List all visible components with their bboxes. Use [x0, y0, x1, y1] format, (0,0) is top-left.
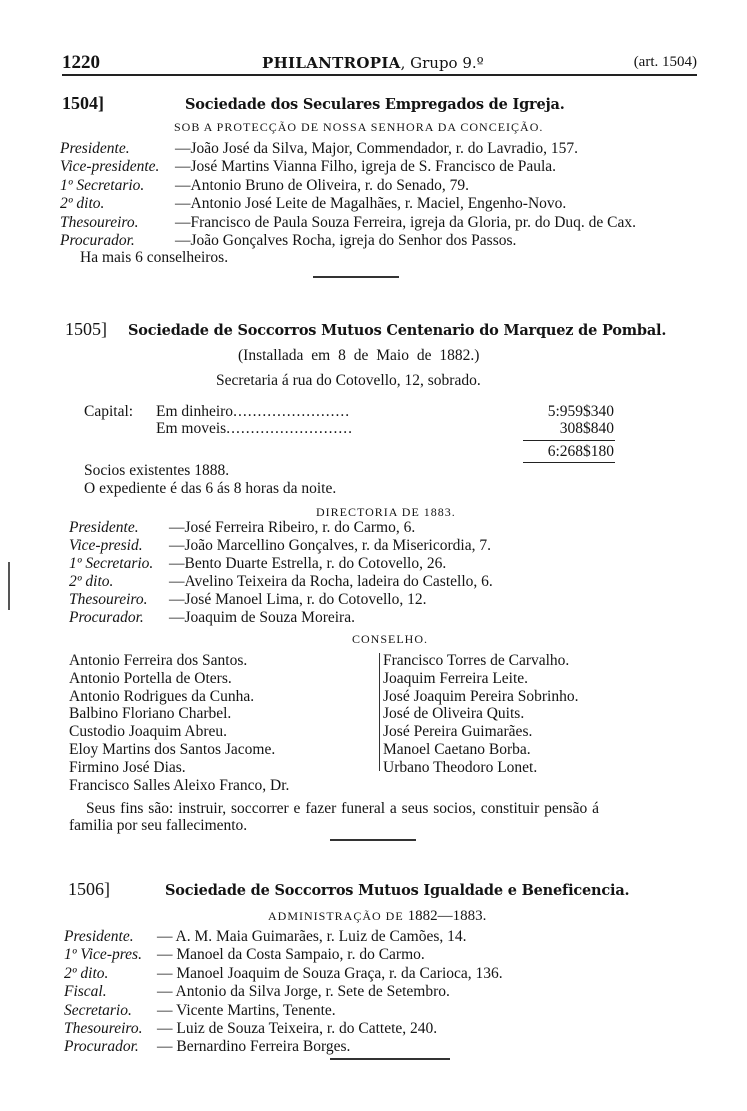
capital-row-cash-amount: 5:959$340: [547, 403, 614, 420]
admin-heading-years: 1882—1883.: [407, 908, 487, 924]
council-member-right: Urbano Theodoro Lonet.: [383, 758, 538, 776]
section-1506-officer-text: — A. M. Maia Guimarães, r. Luiz de Camões, 14.: [157, 928, 467, 945]
section-1506-officer-role: Fiscal.: [64, 983, 107, 1001]
council-member-left: Antonio Rodrigues da Cunha.: [69, 687, 255, 705]
section-1506-officer-role: 1º Vice-pres.: [64, 946, 142, 964]
section-1504-title: Sociedade dos Seculares Empregados de Igreja.: [185, 96, 565, 113]
section-1505-officer-row: [69, 537, 491, 555]
council-divider: [379, 653, 380, 771]
separator-1504: [313, 276, 399, 278]
section-1505-officer-role: Procurador.: [69, 609, 144, 626]
section-1506-officer-role: Presidente.: [64, 928, 134, 945]
section-1505-officer-row: [69, 573, 493, 591]
section-1505-members: Socios existentes 1888.: [84, 462, 230, 479]
section-1505-officer-text: —José Manoel Lima, r. do Cotovello, 12.: [169, 591, 427, 608]
section-1504-officer-row: [60, 195, 567, 213]
capital-row-furniture: [156, 420, 353, 438]
section-1504-officer-text: —Francisco de Paula Souza Ferreira, igreja da Gloria, pr. do Duq. de Cax.: [175, 213, 636, 231]
section-1504-note: Ha mais 6 conselheiros.: [80, 249, 229, 266]
section-1505-officer-role: Presidente.: [69, 519, 139, 536]
section-1505-officer-text: —José Ferreira Ribeiro, r. do Carmo, 6.: [169, 519, 416, 536]
capital-total-rule: [523, 462, 615, 463]
capital-row-furniture-amount: 308$840: [559, 420, 614, 437]
section-1504-officer-row: [60, 176, 470, 195]
section-1504-officer-text: —João Gonçalves Rocha, igreja do Senhor dos Passos.: [175, 232, 517, 249]
section-1506-officer-row: [64, 964, 503, 983]
council-member-right: Manoel Caetano Borba.: [383, 740, 531, 758]
running-title: [262, 54, 484, 72]
council-member-right: José Joaquim Pereira Sobrinho.: [383, 687, 579, 705]
section-1506-officer-text: — Bernardino Ferreira Borges.: [157, 1038, 351, 1056]
section-1505-officer-row: [69, 555, 447, 573]
council-member-right: Francisco Torres de Carvalho.: [383, 652, 570, 669]
council-member-left: Firmino José Dias.: [69, 758, 186, 776]
council-member-left: Antonio Ferreira dos Santos.: [69, 652, 248, 669]
section-1504-officer-row: [60, 158, 557, 176]
section-1506-officer-role: Secretario.: [64, 1001, 132, 1019]
section-1506-officer-text: — Vicente Martins, Tenente.: [157, 1001, 336, 1019]
council-member-right: Joaquim Ferreira Leite.: [383, 669, 529, 687]
section-1506-officer-row: [64, 1020, 438, 1038]
section-1506-number: 1506]: [68, 879, 110, 899]
section-1505-installed: (Installada em 8 de Maio de 1882.): [238, 347, 480, 364]
article-reference: (art. 1504): [633, 54, 697, 70]
council-member-right: José de Oliveira Quits.: [383, 705, 525, 723]
section-1505-title: Sociedade de Soccorros Mutuos Centenario do Marquez de Pombal.: [128, 322, 667, 339]
header-rule: [62, 74, 697, 76]
admin-heading: [268, 908, 486, 925]
section-1506-officer-row: [64, 928, 467, 946]
section-1505-officer-text: —Avelino Teixeira da Rocha, ladeira do Castello, 6.: [169, 573, 493, 590]
section-1504-officer-row: [60, 140, 578, 158]
section-1504-officer-role: Vice-presidente.: [60, 158, 160, 176]
section-1504-officer-row: [60, 232, 517, 250]
council-member-left: Eloy Martins dos Santos Jacome.: [69, 740, 276, 758]
capital-total: 6:268$180: [547, 443, 614, 460]
section-1505-officer-text: —Bento Duarte Estrella, r. do Cotovello, 26.: [169, 555, 447, 572]
council-left-column: [69, 652, 289, 794]
section-1506-officer-row: [64, 946, 425, 964]
page-number: 1220: [62, 52, 100, 73]
section-1505-officer-row: [69, 591, 427, 609]
capital-row-cash-label: Em dinheiro: [156, 403, 234, 420]
section-1504-officer-row: [60, 213, 636, 232]
running-title-group: , Grupo 9.º: [400, 54, 484, 72]
section-1506-officer-text: — Manoel Joaquim de Souza Graça, r. da Carioca, 136.: [157, 964, 503, 982]
section-1504-officer-text: —Antonio Bruno de Oliveira, r. do Senado, 79.: [175, 176, 470, 194]
council-member-left: Balbino Floriano Charbel.: [69, 705, 232, 723]
section-1505-officer-role: Vice-presid.: [69, 537, 143, 554]
section-1506-officer-text: — Manoel da Costa Sampaio, r. do Carmo.: [157, 946, 425, 964]
section-1505-hours: O expediente é das 6 ás 8 horas da noite.: [84, 480, 337, 497]
section-1505-aims-line-1: Seus fins são: instruir, soccorrer e fazer funeral a seus socios, constituir pensão á: [86, 800, 599, 817]
section-1504-officer-text: —João José da Silva, Major, Commendador, r. do Lavradio, 157.: [175, 140, 578, 157]
section-1504-officer-role: 2º dito.: [60, 195, 105, 213]
section-1506-officer-role: Procurador.: [64, 1038, 139, 1056]
section-1505-officer-text: —João Marcellino Gonçalves, r. da Misericordia, 7.: [169, 537, 491, 554]
separator-1506: [330, 1058, 450, 1060]
section-1504-officer-text: —Antonio José Leite de Magalhães, r. Maciel, Engenho-Novo.: [175, 195, 567, 213]
section-1504-officer-role: 1º Secretario.: [60, 176, 145, 194]
capital-label: Capital:: [84, 403, 134, 420]
capital-row-cash-dots: ........................: [233, 403, 351, 420]
section-1506-officer-text: — Antonio da Silva Jorge, r. Sete de Setembro.: [157, 983, 450, 1001]
council-member-left: Antonio Portella de Oters.: [69, 669, 232, 687]
separator-1505: [330, 839, 416, 841]
section-1504-officer-role: Presidente.: [60, 140, 130, 157]
section-1505-office: Secretaria á rua do Cotovello, 12, sobrado.: [216, 372, 481, 389]
section-1504-officer-role: Procurador.: [60, 232, 135, 249]
council-member-right: José Pereira Guimarães.: [383, 723, 533, 741]
capital-row-furniture-dots: ..........................: [226, 420, 353, 437]
section-1505-officer-role: Thesoureiro.: [69, 591, 148, 608]
council-member-left: Custodio Joaquim Abreu.: [69, 723, 228, 741]
section-1505-officer-row: [69, 609, 355, 627]
section-1505-officer-role: 1º Secretario.: [69, 555, 154, 572]
section-1506-officer-role: Thesoureiro.: [64, 1020, 143, 1037]
admin-heading-prefix: ADMINISTRAÇÃO DE: [268, 909, 404, 923]
margin-mark: [8, 562, 10, 610]
section-1505-officer-role: 2º dito.: [69, 573, 114, 590]
section-1504-number: 1504]: [62, 93, 104, 113]
section-1506-officer-role: 2º dito.: [64, 964, 109, 982]
section-1505-officer-row: [69, 519, 416, 537]
section-1505-officer-text: —Joaquim de Souza Moreira.: [169, 609, 355, 626]
section-1505-number: 1505]: [65, 319, 107, 339]
directory-heading: DIRECTORIA DE 1883.: [316, 505, 456, 519]
council-right-column: [383, 652, 578, 777]
section-1506-title: Sociedade de Soccorros Mutuos Igualdade e Beneficencia.: [165, 882, 630, 899]
section-1506-officer-text: — Luiz de Souza Teixeira, r. do Cattete, 240.: [157, 1020, 438, 1037]
section-1504-subtitle: SOB A PROTECÇÃO DE NOSSA SENHORA DA CONCEIÇÃO.: [174, 120, 544, 134]
council-heading: CONSELHO.: [352, 632, 429, 646]
capital-sum-rule: [523, 440, 615, 441]
section-1506-officer-row: [64, 1001, 336, 1020]
section-1504-officer-text: —José Martins Vianna Filho, igreja de S. Francisco de Paula.: [175, 158, 557, 176]
section-1504-officer-role: Thesoureiro.: [60, 213, 139, 231]
section-1506-officer-row: [64, 983, 450, 1001]
section-1506-officer-row: [64, 1038, 351, 1056]
council-member-left: Francisco Salles Aleixo Franco, Dr.: [69, 776, 290, 794]
running-title-main: PHILANTROPIA: [262, 54, 401, 72]
running-header: [62, 50, 697, 74]
capital-row-cash: [156, 403, 350, 421]
section-1505-aims-line-2: familia por seu fallecimento.: [69, 817, 248, 834]
capital-row-furniture-label: Em moveis: [156, 420, 227, 437]
